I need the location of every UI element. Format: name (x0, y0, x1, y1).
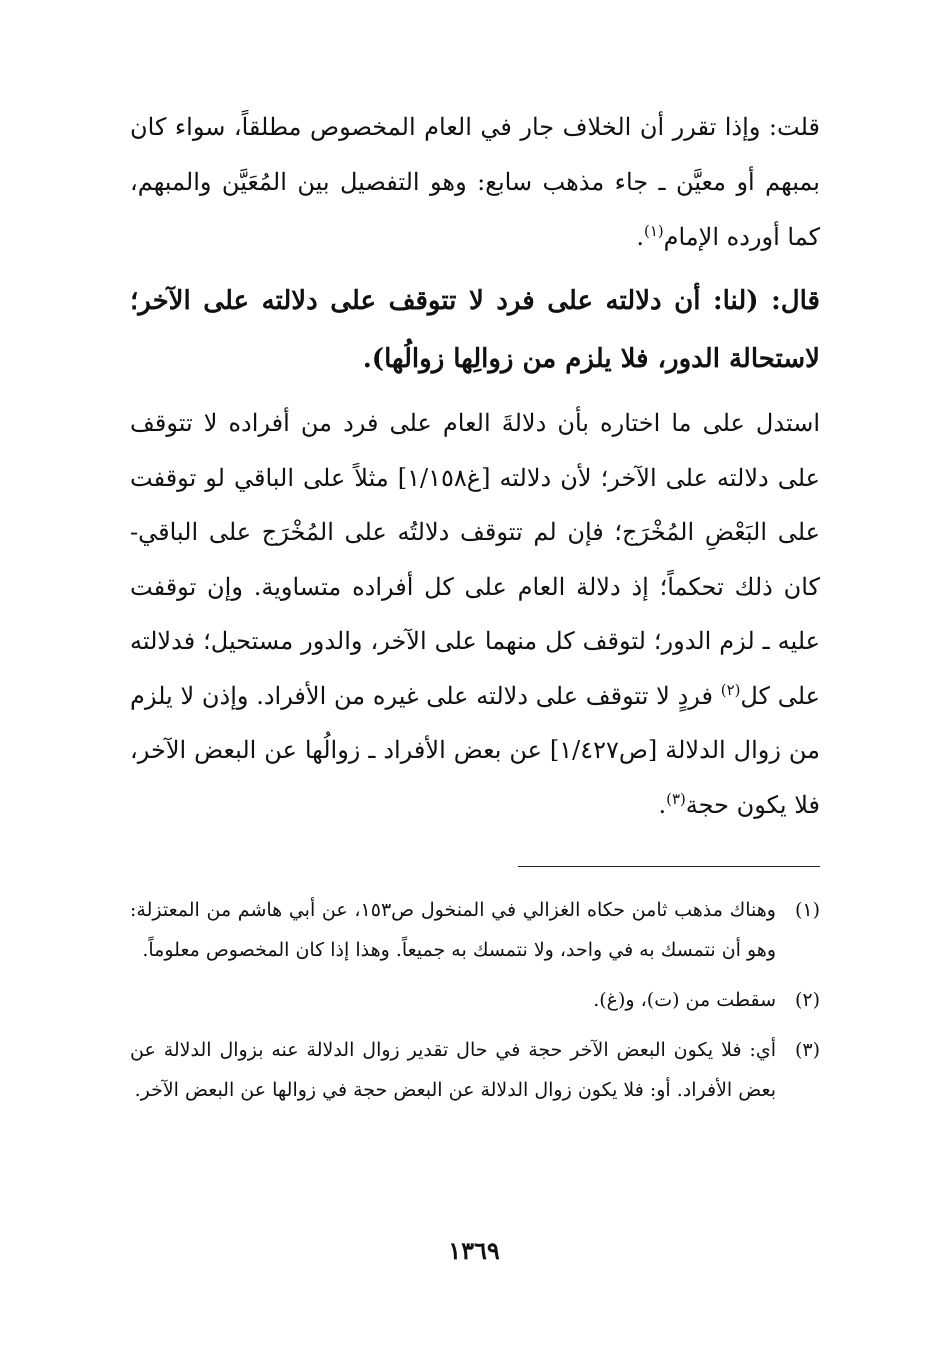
paragraph-opening-end: . (636, 223, 644, 251)
page-number: ١٣٦٩ (448, 1236, 500, 1265)
paragraph-opening-text: قلت: وإذا تقرر أن الخلاف جار في العام المخصوص مطلقاً، سواء كان بمبهم أو معيَّن ـ جاء مذهب سابع: وهو التفصيل بين المُعَيَّن والمبهم، كما أورده الإمام (130, 113, 820, 251)
footnote-ref-1: (١) (644, 222, 664, 240)
footnote-3 (130, 1030, 820, 1110)
paragraph-explanation (130, 396, 820, 832)
footnote-ref-2: (٢) (720, 680, 741, 699)
footnote-text: أي: فلا يكون البعض الآخر حجة في حال تقدير زوال الدلالة عنه بزوال الدلالة عن بعض الأفراد. أو: فلا يكون زوال الدلالة عن البعض حجة في زوالها عن البعض الآخر. (130, 1039, 776, 1101)
footnote-2 (130, 980, 820, 1020)
footnote-number: (٢) (794, 989, 820, 1011)
quoted-text-bold: قال: (لنا: أن دلالته على فرد لا تتوقف على دلالته على الآخر؛ لاستحالة الدور، فلا يلزم من زوالِها زوالُها). (130, 286, 820, 374)
footnotes-section (130, 890, 820, 1120)
paragraph-explanation-part1: استدل على ما اختاره بأن دلالةَ العام على فرد من أفراده لا تتوقف على دلالته على الآخر؛ لأن دلالته [غ١/١٥٨] مثلاً على الباقي لو توقفت على البَعْضِ المُخْرَج؛ فإن لم تتوقف دلالتُه على المُخْرَج على الباقي- كان ذلك تحكماً؛ إذ دلالة العام على كل أفراده متساوية. وإن توقفت عليه ـ لزم الدور؛ لتوقف كل منهما على الآخر، والدور مستحيل؛ فدلالته على كل (130, 409, 820, 710)
footnote-number: (٣) (794, 1039, 820, 1061)
paragraph-explanation-end: . (658, 790, 667, 819)
paragraph-explanation-part2: فردٍ لا تتوقف على دلالته على غيره من الأفراد. وإذن لا يلزم من زوال الدلالة [ص١/٤٢٧] عن بعض الأفراد ـ زوالُها عن البعض الآخر، فلا يكون حجة (130, 681, 820, 819)
footnote-ref-3: (٣) (666, 789, 686, 808)
footnote-1 (130, 890, 820, 970)
footnote-text: وهناك مذهب ثامن حكاه الغزالي في المنخول ص١٥٣، عن أبي هاشم من المعتزلة: وهو أن نتمسك به في واحد، ولا نتمسك به جميعاً. وهذا إذا كان المخصوص معلوماً. (130, 899, 776, 961)
paragraph-opening (130, 100, 820, 265)
footnote-number: (١) (794, 899, 820, 921)
footnote-text: سقطت من (ت)، و(غ). (593, 989, 776, 1011)
footnote-separator (518, 866, 820, 867)
